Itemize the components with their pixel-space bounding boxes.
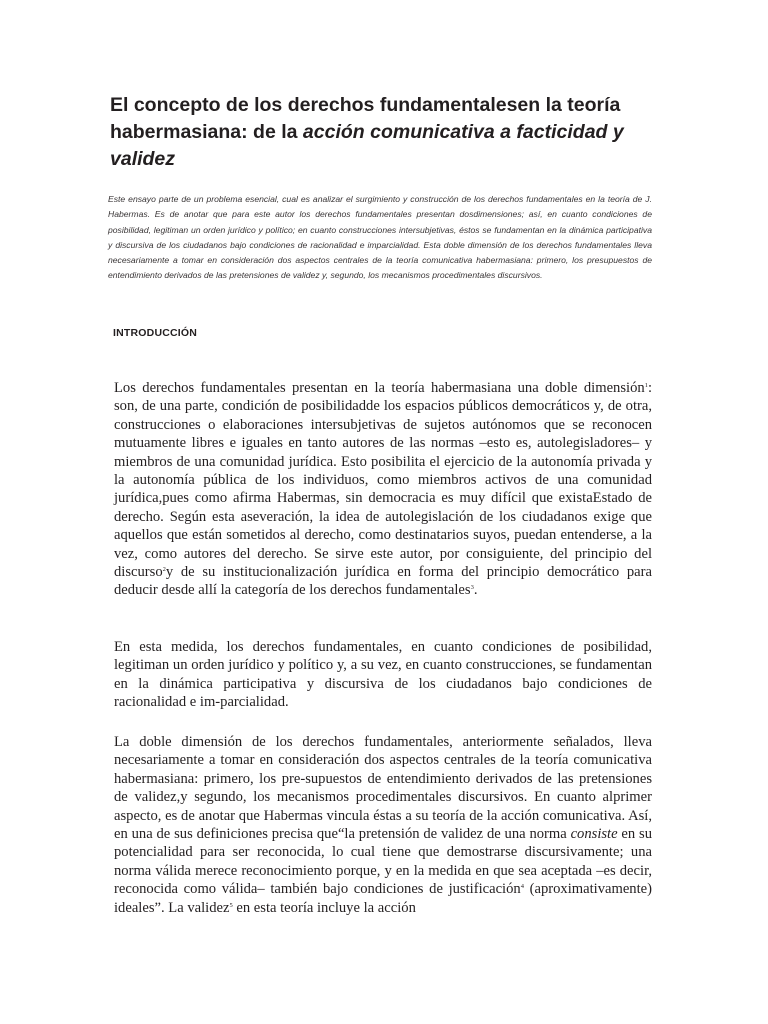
section-heading: INTRODUCCIÓN <box>113 327 198 339</box>
footnote-ref[interactable]: 5 <box>229 901 233 909</box>
paragraph-text: . <box>473 582 478 599</box>
title-main-text: El concepto de los derechos fundamentalesen la teoría habermasiana: de la <box>110 94 621 143</box>
paragraph-text: : son, de una parte, condición de posibilidadde los espacios públicos democráticos y, de otra, construcciones o elaboraciones intersubjetivas de sujetos autónomos que se reconocen mutuamente libres e iguales en tanto autores de las normas –esto es, autolegisladores– y miembros de una comunidad jurídica. Esto posibilita el ejercicio de la autonomía privada y la autonomía pública de los individuos, como miembros activos de una comunidad jurídica,pues como afirma Habermas, sin democracia es muy difícil que existaEstado de derecho. Según esta aseveración, la idea de autolegislación de los ciudadanos exige que aquellos que están sometidos al derecho, como destinatarios suyos, puedan entenderse, a la vez, como autores del derecho. Se sirve este autor, por consiguiente, del principio del discurso <box>114 380 652 581</box>
paragraph-text: La doble dimensión de los derechos fundamentales, anteriormente señalados, lleva necesariamente a tomar en consideración dos aspectos centrales de la teoría comunicativa habermasiana: primero, los pre-supuestos de entendimiento derivados de las pretensiones de validez,y segundo, los mecanismos procedimentales discursivos. En cuanto alprimer aspecto, es de anotar que Habermas vincula éstas a su teoría de la acción comunicativa. Así, en una de sus definiciones precisa que“la pretensión de validez de una norma <box>114 734 652 843</box>
title-italic-text: acción comunicativa a facticidad y validez <box>110 121 624 170</box>
footnote-ref[interactable]: 4 <box>520 883 524 891</box>
abstract: Este ensayo parte de un problema esencial, cual es analizar el surgimiento y construcción de los derechos fundamentales en la teoría de J. Habermas. Es de anotar que para este autor los derechos fundamentales presentan dosdimensiones; así, en cuanto condiciones de posibilidad, legitiman un orden jurídico y político; en cuanto construcciones intersubjetivas, éstos se fundamentan en la dinámica participativa y discursiva de los ciudadanos bajo condiciones de racionalidad e imparcialidad. Esta doble dimensión de los derechos fundamentales lleva necesariamente a tomar en consideración dos aspectos centrales de la teoría comunicativa habermasiana: primero, los presupuestos de entendimiento derivados de las pretensiones de validez y, segundo, los mecanismos procedimentales discursivos. <box>108 194 652 281</box>
document-title <box>110 92 670 173</box>
paragraph-text: en su potencialidad para ser reconocida, lo cual tiene que demostrarse discursivamente; una norma válida merece reconocimiento porque, y en la medida en que sea aceptada –es decir, reconocida como válida– también bajo condiciones de justificación <box>114 826 652 898</box>
paragraph-text: Los derechos fundamentales presentan en la teoría habermasiana una doble dimensión <box>114 380 645 396</box>
paragraph-text: en esta teoría incluye la acción <box>232 899 416 916</box>
paragraph-text: (aproximativamente) ideales”. La validez <box>114 881 652 916</box>
footnote-ref[interactable]: 2 <box>162 566 166 574</box>
footnote-ref[interactable]: 1 <box>644 382 648 389</box>
body-paragraph-1 <box>114 379 652 600</box>
body-paragraph-3 <box>114 733 652 917</box>
paragraph-text: y de su institucionalización jurídica en forma del principio democrático para deducir desde allí la categoría de los derechos fundamentales <box>114 564 652 599</box>
emphasis-text: consiste <box>570 826 618 843</box>
footnote-ref[interactable]: 3 <box>470 584 474 592</box>
body-paragraph-2: En esta medida, los derechos fundamentales, en cuanto condiciones de posibilidad, legitiman un orden jurídico y político y, a su vez, en cuanto construcciones, se fundamentan en la dinámica participativa y discursiva de los ciudadanos bajo condiciones de racionalidad e im-parcialidad. <box>114 639 652 711</box>
